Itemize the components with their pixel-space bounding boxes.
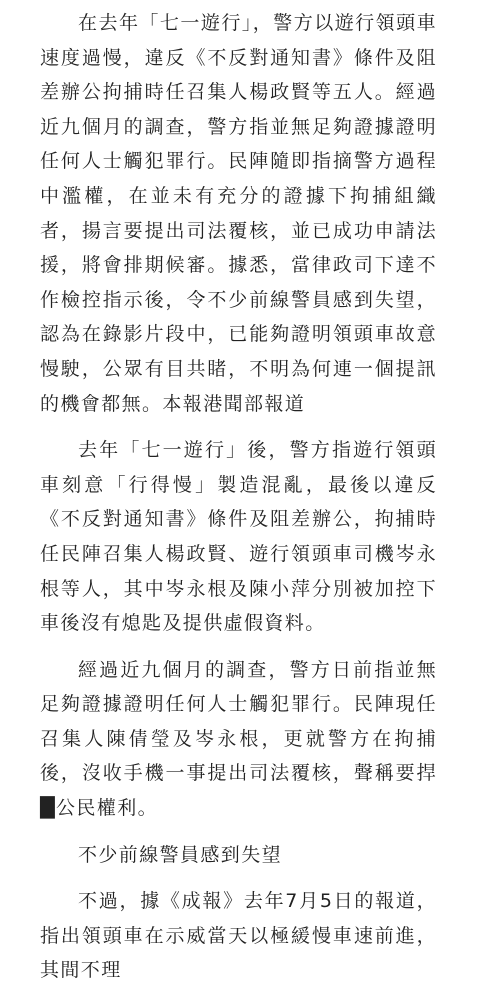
article-paragraph-2: 去年「七一遊行」後，警方指遊行領頭車刻意「行得慢」製造混亂，最後以違反《不反對通知書》條件及阻差辦公，拘捕時任民陣召集人楊政賢、遊行領頭車司機岑永根等人，其中岑永根及陳小萍分別被加控下車後沒有熄匙及提供虛假資料。 — [40, 439, 437, 635]
paragraph-spacer — [40, 641, 437, 653]
article-paragraph-1: 在去年「七一遊行」，警方以遊行領頭車速度過慢，違反《不反對通知書》條件及阻差辦公拘捕時任召集人楊政賢等五人。經過近九個月的調查，警方指並無足夠證據證明任何人士觸犯罪行。民陣隨即指摘警方過程中濫權，在並未有充分的證據下拘捕組織者，揚言要提出司法覆核，並已成功申請法援，將會排期候審。據悉，當律政司下達不作檢控指示後，令不少前線警員感到失望，認為在錄影片段中，已能夠證明領頭車故意慢駛，公眾有目共睹，不明為何連一個提訊的機會都無。本報港聞部報道 — [40, 12, 437, 415]
article-paragraph-3: 經過近九個月的調查，警方日前指並無足夠證據證明任何人士觸犯罪行。民陣現任召集人陳倩瑩及岑永根，更就警方在拘捕後，沒收手機一事提出司法覆核，聲稱要捍█公民權利。 — [40, 658, 437, 820]
article-subheading: 不少前線警員感到失望 — [78, 843, 283, 866]
article-paragraph-4: 不過，據《成報》去年7月5日的報道，指出領頭車在示威當天以極緩慢車速前進，其間不理 — [40, 890, 437, 982]
paragraph-spacer — [40, 421, 437, 433]
paragraph-spacer — [40, 872, 437, 884]
paragraph-spacer — [40, 826, 437, 838]
